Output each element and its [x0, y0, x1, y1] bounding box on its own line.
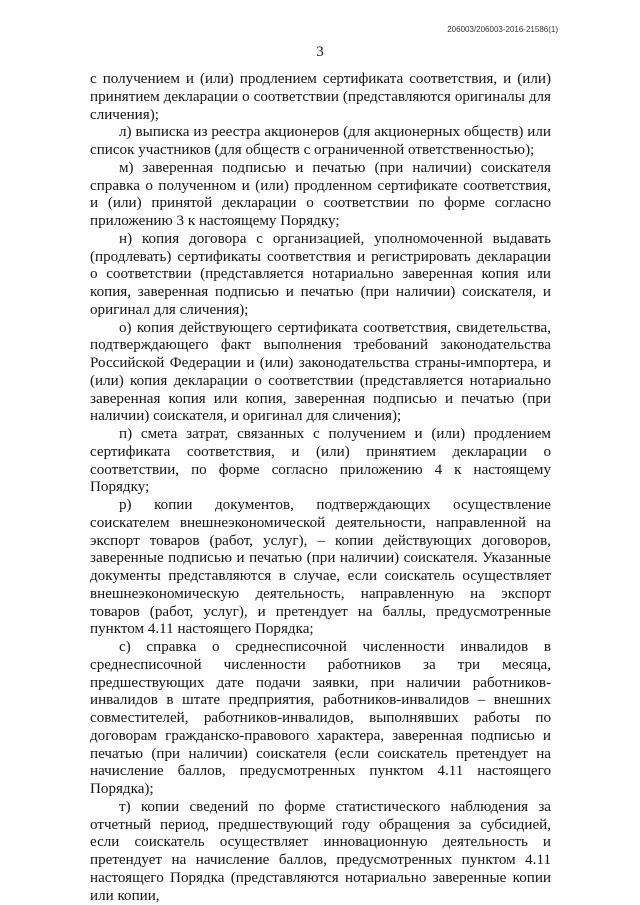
document-body	[90, 71, 551, 905]
page-number: 3	[316, 44, 324, 60]
paragraph-item-m: м) заверенная подписью и печатью (при наличии) соискателя справка о полученном и (или) продленном сертификате соответствия, и (или) принятой декларации о соответствии по форме согласно приложению 3 к настоящему Порядку;	[90, 159, 551, 229]
paragraph-item-l: л) выписка из реестра акционеров (для акционерных обществ) или список участников (для обществ с ограниченной ответственностью);	[90, 124, 551, 158]
paragraph-item-r: р) копии документов, подтверждающих осуществление соискателем внешнеэкономической деятельности, направленной на экспорт товаров (работ, услуг), – копии действующих договоров, заверенные подписью и печатью (при наличии) соискателя. Указанные документы представляются в случае, если соискатель осуществляет внешнеэкономическую деятельность, направленную на экспорт товаров (работ, услуг), и претендует на баллы, предусмотренные пунктом 4.11 настоящего Порядка;	[90, 497, 551, 638]
paragraph-item-t: т) копии сведений по форме статистического наблюдения за отчетный период, предшествующий году обращения за субсидией, если соискатель осуществляет инновационную деятельность и претендует на начисление баллов, предусмотренных пунктом 4.11 настоящего Порядка (представляются нотариально заверенные копии или копии,	[90, 798, 551, 904]
paragraph-item-s: с) справка о среднесписочной численности инвалидов в среднесписочной численности работников за три месяца, предшествующих дате подачи заявки, при наличии работников-инвалидов в штате предприятия, работников-инвалидов – внешних совместителей, работников-инвалидов, выполнявших работы по договорам гражданско-правового характера, заверенная подписью и печатью (при наличии) соискателя (если соискатель претендует на начисление баллов, предусмотренных пунктом 4.11 настоящего Порядка);	[90, 639, 551, 797]
paragraph-continuation: с получением и (или) продлением сертификата соответствия, и (или) принятием декларации о соответствии (представляются оригиналы для сличения);	[90, 71, 551, 123]
paragraph-item-p: п) смета затрат, связанных с получением и (или) продлением сертификата соответствия, и (или) принятием декларации о соответствии, по форме согласно приложению 4 к настоящему Порядку;	[90, 426, 551, 496]
paragraph-item-n: н) копия договора с организацией, уполномоченной выдавать (продлевать) сертификаты соответствия и регистрировать декларации о соответствии (представляется нотариально заверенная копия или копия, заверенная подписью и печатью (при наличии) соискателя, и оригинал для сличения);	[90, 230, 551, 318]
document-id: 206003/206003-2016-21586(1)	[447, 25, 558, 34]
paragraph-item-o: о) копия действующего сертификата соответствия, свидетельства, подтверждающего факт выполнения требований законодательства Российской Федерации и (или) законодательства страны-импортера, и (или) копия декларации о соответствии (представляется нотариально заверенная копия или копия, заверенная подписью и печатью (при наличии) соискателя, и оригинал для сличения);	[90, 319, 551, 425]
